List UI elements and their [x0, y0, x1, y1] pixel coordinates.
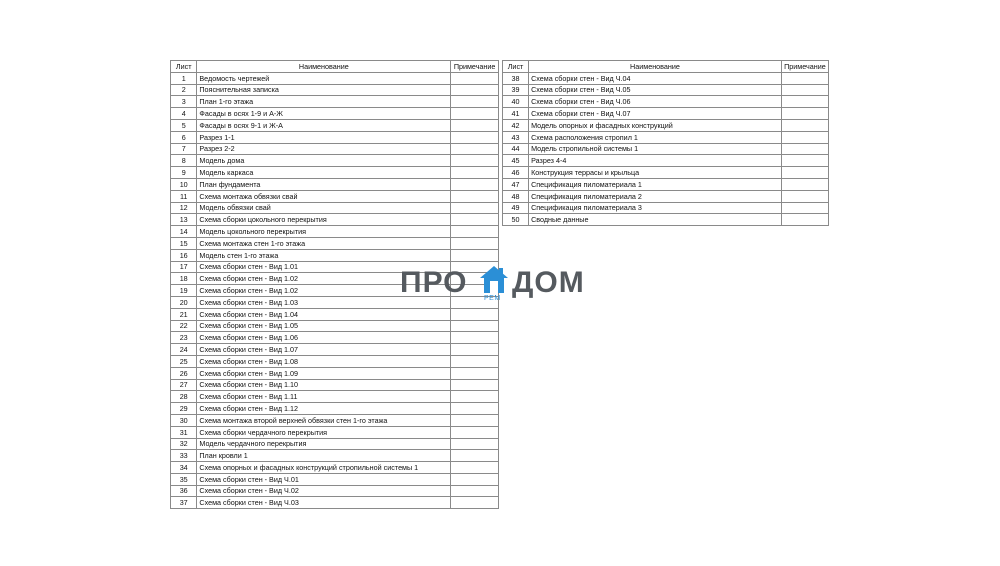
sheet-number: 8: [171, 155, 197, 167]
table-row: [171, 391, 499, 403]
table-row: [171, 237, 499, 249]
header-name: Наименование: [197, 61, 451, 73]
sheet-number: 46: [503, 167, 529, 179]
sheet-name: Пояснительная записка: [197, 84, 451, 96]
sheet-number: 22: [171, 320, 197, 332]
table-row: [171, 249, 499, 261]
table-row: [171, 308, 499, 320]
table-row: [503, 96, 829, 108]
sheet-note: [781, 84, 828, 96]
sheet-name: Схема монтажа обвязки свай: [197, 190, 451, 202]
sheet-name: Схема монтажа стен 1-го этажа: [197, 237, 451, 249]
table-header-row: [171, 61, 499, 73]
pro-dom-logo: [400, 264, 600, 304]
table-row: [171, 119, 499, 131]
drawings-table-right: [502, 60, 829, 226]
header-note: Примечание: [781, 61, 828, 73]
table-row: [171, 344, 499, 356]
sheet-number: 42: [503, 119, 529, 131]
sheet-number: 26: [171, 367, 197, 379]
table-row: [171, 226, 499, 238]
sheet-number: 1: [171, 72, 197, 84]
sheet-number: 16: [171, 249, 197, 261]
table-row: [171, 167, 499, 179]
sheet-number: 7: [171, 143, 197, 155]
sheet-number: 39: [503, 84, 529, 96]
sheet-number: 18: [171, 273, 197, 285]
sheet-number: 33: [171, 450, 197, 462]
sheet-note: [451, 320, 499, 332]
sheet-name: Схема сборки стен - Вид Ч.01: [197, 473, 451, 485]
sheet-name: Схема сборки стен - Вид 1.02: [197, 273, 451, 285]
sheet-name: Схема сборки стен - Вид 1.06: [197, 332, 451, 344]
sheet-number: 43: [503, 131, 529, 143]
sheet-note: [781, 178, 828, 190]
sheet-name: Модель стен 1-го этажа: [197, 249, 451, 261]
table-row: [171, 414, 499, 426]
sheet-number: 27: [171, 379, 197, 391]
table-row: [171, 131, 499, 143]
sheet-number: 49: [503, 202, 529, 214]
sheet-name: Схема сборки стен - Вид 1.10: [197, 379, 451, 391]
sheet-note: [451, 143, 499, 155]
sheet-number: 20: [171, 296, 197, 308]
sheet-note: [781, 72, 828, 84]
sheet-name: Фасады в осях 9-1 и Ж-А: [197, 119, 451, 131]
sheet-name: План кровли 1: [197, 450, 451, 462]
sheet-note: [781, 143, 828, 155]
sheet-number: 50: [503, 214, 529, 226]
sheet-note: [451, 72, 499, 84]
table-row: [171, 462, 499, 474]
table-row: [503, 214, 829, 226]
sheet-note: [451, 226, 499, 238]
table-row: [171, 155, 499, 167]
sheet-note: [451, 96, 499, 108]
table-row: [171, 355, 499, 367]
sheet-note: [451, 167, 499, 179]
sheet-name: Модель опорных и фасадных конструкций: [529, 119, 782, 131]
table-row: [503, 155, 829, 167]
sheet-note: [451, 379, 499, 391]
table-row: [171, 214, 499, 226]
table-header-row: [503, 61, 829, 73]
sheet-note: [781, 155, 828, 167]
sheet-name: Схема сборки стен - Вид Ч.07: [529, 108, 782, 120]
sheet-number: 45: [503, 155, 529, 167]
sheet-name: Сводные данные: [529, 214, 782, 226]
sheet-name: Разрез 1-1: [197, 131, 451, 143]
sheet-note: [781, 214, 828, 226]
table-row: [171, 72, 499, 84]
sheet-note: [451, 308, 499, 320]
table-row: [503, 84, 829, 96]
sheet-note: [781, 131, 828, 143]
sheet-note: [781, 96, 828, 108]
sheet-note: [451, 485, 499, 497]
sheet-name: Схема сборки стен - Вид Ч.06: [529, 96, 782, 108]
sheet-note: [781, 108, 828, 120]
sheet-name: Схема сборки стен - Вид 1.03: [197, 296, 451, 308]
sheet-note: [451, 367, 499, 379]
sheet-note: [781, 119, 828, 131]
sheet-note: [781, 190, 828, 202]
table-row: [171, 473, 499, 485]
sheet-note: [451, 344, 499, 356]
sheet-name: Модель стропильной системы 1: [529, 143, 782, 155]
sheet-name: Модель цокольного перекрытия: [197, 226, 451, 238]
sheet-note: [451, 438, 499, 450]
header-sheet: Лист: [171, 61, 197, 73]
header-sheet: Лист: [503, 61, 529, 73]
logo-word-left: ПРО: [400, 266, 468, 299]
sheet-name: Схема сборки чердачного перекрытия: [197, 426, 451, 438]
sheet-name: Схема расположения стропил 1: [529, 131, 782, 143]
sheet-name: Схема сборки стен - Вид Ч.04: [529, 72, 782, 84]
table-row: [171, 497, 499, 509]
table-row: [503, 167, 829, 179]
table-row: [171, 108, 499, 120]
sheet-name: Схема сборки стен - Вид 1.02: [197, 285, 451, 297]
house-icon: [478, 264, 510, 296]
table-row: [171, 143, 499, 155]
sheet-name: Ведомость чертежей: [197, 72, 451, 84]
table-row: [171, 485, 499, 497]
sheet-name: Схема сборки стен - Вид 1.08: [197, 355, 451, 367]
sheet-number: 38: [503, 72, 529, 84]
sheet-name: Схема опорных и фасадных конструкций стропильной системы 1: [197, 462, 451, 474]
sheet-note: [781, 202, 828, 214]
sheet-number: 17: [171, 261, 197, 273]
sheet-number: 13: [171, 214, 197, 226]
sheet-number: 30: [171, 414, 197, 426]
sheet-note: [451, 462, 499, 474]
table-row: [503, 202, 829, 214]
sheet-note: [451, 473, 499, 485]
sheet-number: 41: [503, 108, 529, 120]
sheet-name: Спецификация пиломатериала 1: [529, 178, 782, 190]
sheet-note: [451, 84, 499, 96]
header-note: Примечание: [451, 61, 499, 73]
table-row: [171, 438, 499, 450]
sheet-note: [451, 119, 499, 131]
sheet-number: 10: [171, 178, 197, 190]
header-name: Наименование: [529, 61, 782, 73]
table-row: [503, 131, 829, 143]
sheet-name: Схема сборки стен - Вид 1.07: [197, 344, 451, 356]
sheet-name: Разрез 2-2: [197, 143, 451, 155]
sheet-name: План 1-го этажа: [197, 96, 451, 108]
table-row: [171, 96, 499, 108]
sheet-name: Схема сборки стен - Вид 1.11: [197, 391, 451, 403]
sheet-name: Спецификация пиломатериала 3: [529, 202, 782, 214]
sheet-number: 31: [171, 426, 197, 438]
sheet-number: 2: [171, 84, 197, 96]
sheet-note: [451, 108, 499, 120]
sheet-note: [451, 249, 499, 261]
sheet-name: Схема сборки стен - Вид 1.01: [197, 261, 451, 273]
sheet-number: 36: [171, 485, 197, 497]
table-row: [503, 72, 829, 84]
table-row: [171, 403, 499, 415]
sheet-note: [451, 178, 499, 190]
sheet-number: 6: [171, 131, 197, 143]
table-body-right: [503, 72, 829, 225]
sheet-name: Спецификация пиломатериала 2: [529, 190, 782, 202]
table-row: [171, 178, 499, 190]
sheet-number: 5: [171, 119, 197, 131]
sheet-name: Схема сборки стен - Вид 1.04: [197, 308, 451, 320]
sheet-number: 14: [171, 226, 197, 238]
table-row: [171, 379, 499, 391]
sheet-note: [451, 450, 499, 462]
sheet-name: Конструкция террасы и крыльца: [529, 167, 782, 179]
sheet-number: 34: [171, 462, 197, 474]
sheet-number: 28: [171, 391, 197, 403]
sheet-name: Схема сборки стен - Вид Ч.03: [197, 497, 451, 509]
sheet-number: 23: [171, 332, 197, 344]
sheet-number: 48: [503, 190, 529, 202]
sheet-name: План фундамента: [197, 178, 451, 190]
sheet-name: Схема сборки цокольного перекрытия: [197, 214, 451, 226]
table-row: [171, 320, 499, 332]
sheet-number: 3: [171, 96, 197, 108]
sheet-name: Модель каркаса: [197, 167, 451, 179]
sheet-number: 9: [171, 167, 197, 179]
sheet-name: Схема сборки стен - Вид 1.09: [197, 367, 451, 379]
sheet-note: [451, 414, 499, 426]
sheet-note: [451, 131, 499, 143]
sheet-name: Модель дома: [197, 155, 451, 167]
sheet-number: 19: [171, 285, 197, 297]
sheet-name: Фасады в осях 1-9 и А-Ж: [197, 108, 451, 120]
sheet-number: 29: [171, 403, 197, 415]
sheet-note: [451, 497, 499, 509]
table-row: [171, 332, 499, 344]
sheet-note: [451, 332, 499, 344]
sheet-number: 25: [171, 355, 197, 367]
table-row: [171, 426, 499, 438]
logo-word-right: ДОМ: [512, 266, 585, 299]
sheet-number: 35: [171, 473, 197, 485]
table-row: [171, 190, 499, 202]
sheet-name: Схема монтажа второй верхней обвязки стен 1-го этажа: [197, 414, 451, 426]
sheet-note: [451, 202, 499, 214]
table-row: [503, 108, 829, 120]
table-row: [503, 190, 829, 202]
table-row: [171, 450, 499, 462]
table-row: [171, 84, 499, 96]
sheet-name: Схема сборки стен - Вид 1.05: [197, 320, 451, 332]
sheet-name: Схема сборки стен - Вид Ч.02: [197, 485, 451, 497]
sheet-number: 37: [171, 497, 197, 509]
table-row: [171, 202, 499, 214]
sheet-number: 12: [171, 202, 197, 214]
sheet-number: 40: [503, 96, 529, 108]
sheet-note: [451, 237, 499, 249]
sheet-number: 4: [171, 108, 197, 120]
sheet-name: Модель чердачного перекрытия: [197, 438, 451, 450]
sheet-number: 11: [171, 190, 197, 202]
sheet-note: [451, 403, 499, 415]
sheet-note: [451, 190, 499, 202]
table-row: [171, 367, 499, 379]
sheet-note: [781, 167, 828, 179]
sheet-number: 24: [171, 344, 197, 356]
sheet-name: Схема сборки стен - Вид 1.12: [197, 403, 451, 415]
sheet-number: 15: [171, 237, 197, 249]
sheet-number: 44: [503, 143, 529, 155]
sheet-note: [451, 355, 499, 367]
sheet-name: Модель обвязки свай: [197, 202, 451, 214]
sheet-number: 21: [171, 308, 197, 320]
sheet-note: [451, 214, 499, 226]
sheet-number: 32: [171, 438, 197, 450]
sheet-note: [451, 155, 499, 167]
table-row: [503, 143, 829, 155]
sheet-name: Разрез 4-4: [529, 155, 782, 167]
table-row: [503, 119, 829, 131]
logo-subtext: РЕМ: [484, 295, 501, 302]
sheet-name: Схема сборки стен - Вид Ч.05: [529, 84, 782, 96]
sheet-note: [451, 391, 499, 403]
sheet-number: 47: [503, 178, 529, 190]
table-row: [503, 178, 829, 190]
sheet-note: [451, 426, 499, 438]
